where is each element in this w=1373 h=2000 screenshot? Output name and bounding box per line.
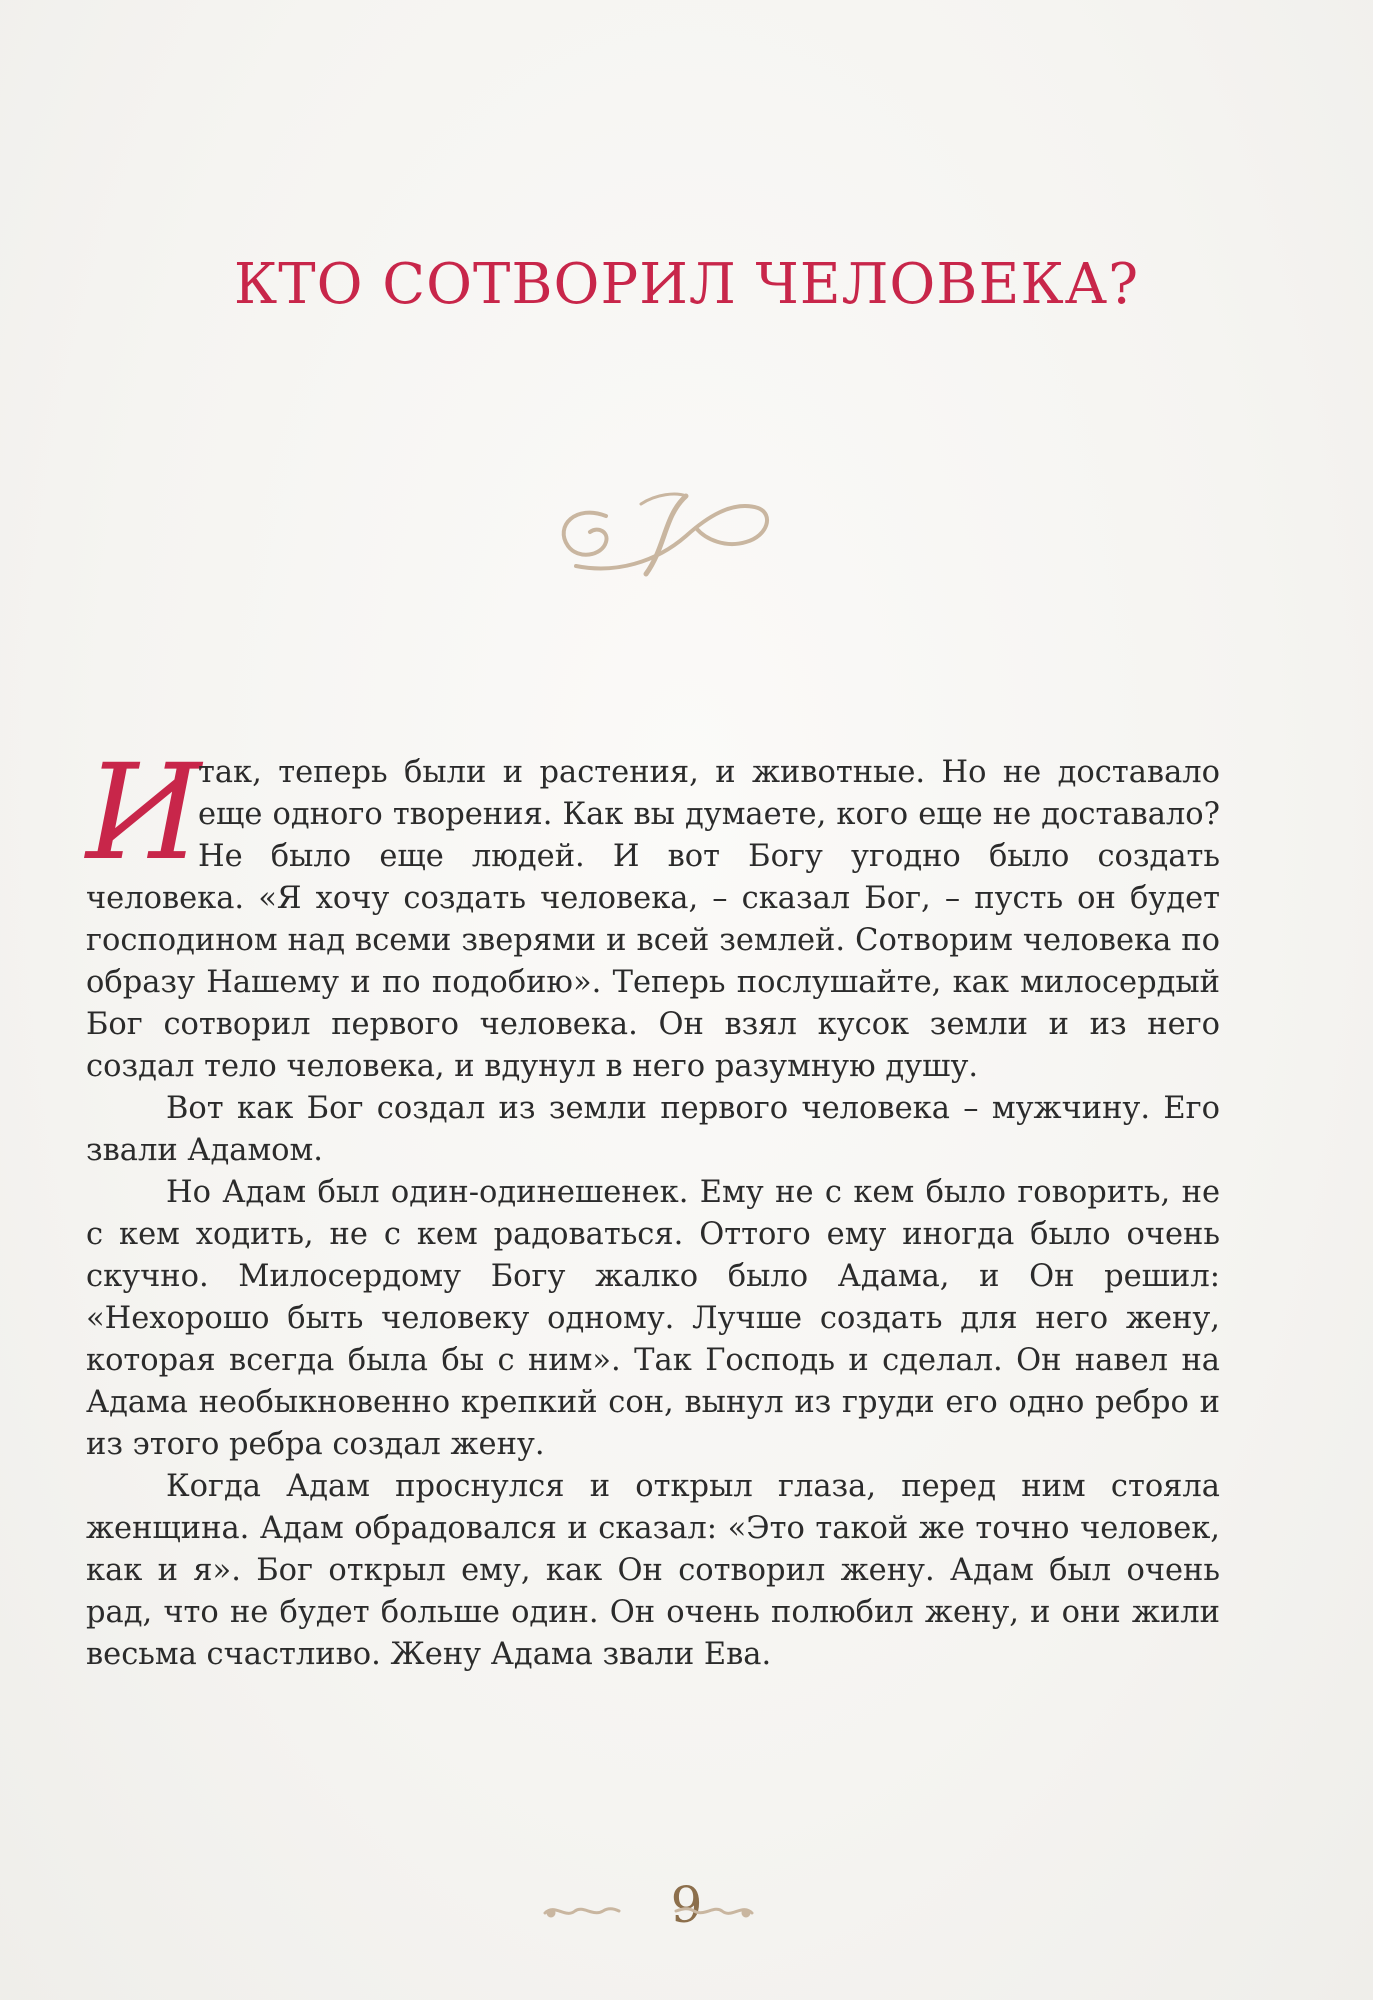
page-number: 9	[670, 1876, 703, 1934]
footer-flourish-right-icon	[672, 1899, 756, 1923]
drop-cap: И	[86, 736, 202, 890]
chapter-title: КТО СОТВОРИЛ ЧЕЛОВЕКА?	[233, 252, 1140, 317]
paragraph-4: Когда Адам проснулся и открыл глаза, перед ним стояла женщина. Адам обрадовался и сказал: «Это такой же точно человек, как и я». Бог открыл ему, как Он сотворил жену. Адам был очень рад, что не будет больше один. Он очень полюбил жену, и они жили весьма счастливо. Жену Адама звали Ева.	[86, 1469, 1220, 1672]
paragraph-1	[86, 736, 1220, 1088]
paragraph-3: Но Адам был один-одинешенек. Ему не с кем было говорить, не с кем ходить, не с кем радоваться. Оттого ему иногда было очень скучно. Милосердому Богу жалко было Адама, и Он решил: «Нехорошо быть человеку одному. Лучше создать для него жену, которая всегда была бы с ним». Так Господь и сделал. Он навел на Адама необыкновенно крепкий сон, вынул из груди его одно ребро и из этого ребра создал жену.	[86, 1175, 1220, 1462]
flourish-ornament-icon	[546, 486, 778, 582]
paragraph-1-text: так, теперь были и растения, и животные. Но не доставало еще одного творения. Как вы думаете, кого еще не доставало? Не было еще людей. И вот Богу угодно было создать человека. «Я хочу создать человека, – сказал Бог, – пусть он будет господином над всеми зверями и всей землей. Сотворим человека по образу Нашему и по подобию». Теперь послушайте, как милосердый Бог сотворил первого человека. Он взял кусок земли и из него создал тело человека, и вдунул в него разумную душу.	[86, 755, 1220, 1084]
chapter-body	[86, 736, 1220, 1676]
paragraph-2: Вот как Бог создал из земли первого человека – мужчину. Его звали Адамом.	[86, 1091, 1220, 1168]
